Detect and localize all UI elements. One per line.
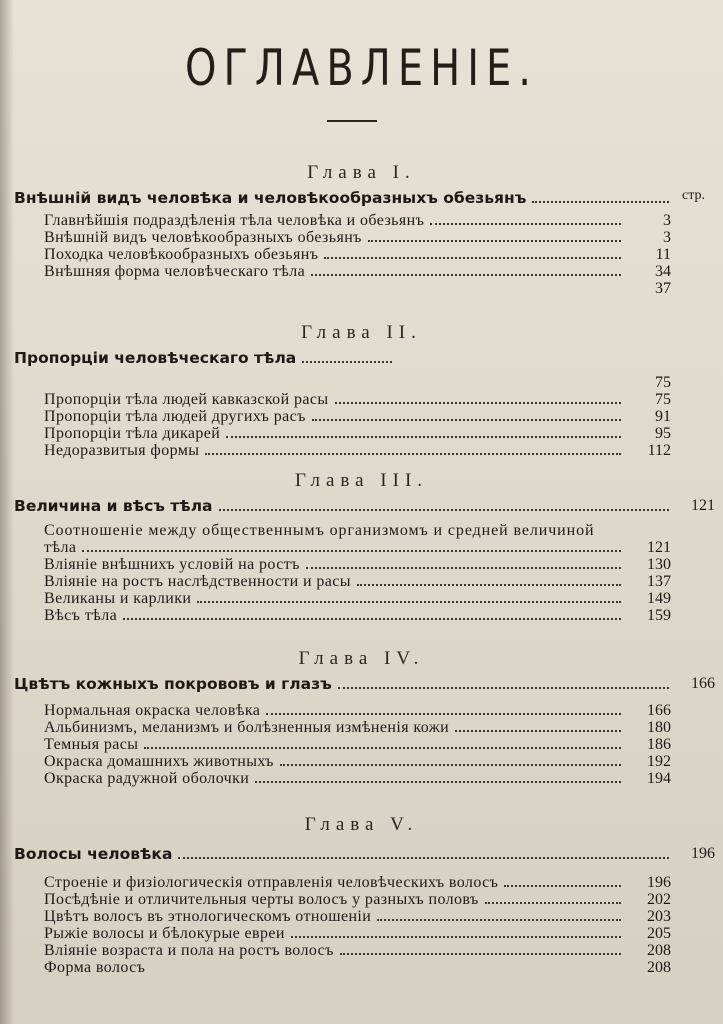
- dot-leader: [302, 360, 392, 363]
- dot-leader: [368, 239, 621, 242]
- toc-entry[interactable]: Вліяніе внѣшнихъ условій на ростъ 130: [44, 556, 671, 573]
- page-number: 186: [647, 736, 671, 753]
- dot-leader: [266, 712, 621, 715]
- chapter-title-row: [14, 494, 715, 518]
- chapter-items: [44, 702, 671, 787]
- page-number: 166: [691, 675, 715, 692]
- dot-leader: [197, 600, 621, 603]
- dot-leader: [340, 952, 621, 955]
- toc-entry[interactable]: Посѣдѣніе и отличительныя черты волосъ у разныхъ половъ 202: [44, 891, 671, 908]
- chapter-title: Волосы человѣка: [14, 845, 173, 863]
- chapter-title-row: [14, 672, 715, 696]
- page-number: 37: [655, 280, 671, 297]
- page-number: 137: [647, 573, 671, 590]
- toc-entry[interactable]: Вліяніе возраста и пола на ростъ волосъ 208: [44, 942, 671, 959]
- dot-leader: [532, 200, 669, 203]
- page-number: 91: [655, 408, 671, 425]
- page-column-label: стр.: [681, 188, 705, 203]
- toc-entry-page-only: [44, 374, 671, 391]
- toc-entry[interactable]: Пропорціи тѣла людей кавказской расы 75: [44, 391, 671, 408]
- dot-leader: [312, 418, 621, 421]
- page-number: 180: [647, 719, 671, 736]
- toc-entry[interactable]: Вѣсъ тѣла 159: [44, 607, 671, 624]
- chapter-title: Величина и вѣсъ тѣла: [14, 497, 213, 515]
- page-number: 34: [655, 263, 671, 280]
- toc-entry[interactable]: Окраска домашнихъ животныхъ 192: [44, 753, 671, 770]
- toc-entry[interactable]: Альбинизмъ, меланизмъ и болѣзненныя измѣненія кожи 180: [44, 719, 671, 736]
- chapter-3: [0, 468, 723, 624]
- toc-entry[interactable]: Главнѣйшія подраздѣленія тѣла человѣка и обезьянъ 3: [44, 212, 671, 229]
- dot-leader: [123, 617, 621, 620]
- dot-leader: [219, 508, 669, 511]
- chapter-title: Цвѣтъ кожныхъ покрововъ и глазъ: [14, 675, 332, 693]
- page-number: 208: [647, 942, 671, 959]
- toc-entry[interactable]: Соотношеніе между общественнымъ организмомъ и средней величиной тѣла 121: [44, 522, 671, 556]
- dot-leader: [280, 763, 621, 766]
- page-number: 11: [655, 246, 671, 263]
- chapter-items: [44, 874, 671, 976]
- chapter-title-row: [14, 842, 715, 866]
- page-number: 121: [691, 497, 715, 514]
- page-number: 159: [647, 607, 671, 624]
- toc-entry[interactable]: Внѣшній видъ человѣкообразныхъ обезьянъ 3: [44, 229, 671, 246]
- toc-entry[interactable]: Великаны и карлики 149: [44, 590, 671, 607]
- toc-entry[interactable]: Вліяніе на ростъ наслѣдственности и расы 137: [44, 573, 671, 590]
- toc-entry[interactable]: Форма волосъ 208: [44, 959, 671, 976]
- toc-entry[interactable]: Рыжіе волосы и бѣлокурые евреи 205: [44, 925, 671, 942]
- toc-entry[interactable]: Недоразвитыя формы 112: [44, 442, 671, 459]
- dot-leader: [335, 401, 621, 404]
- page-number: 112: [647, 442, 671, 459]
- chapter-title-row: [14, 186, 705, 210]
- chapter-heading: Глава III.: [294, 470, 429, 491]
- chapter-4: [0, 646, 723, 787]
- page-number: 121: [647, 539, 671, 556]
- toc-entry[interactable]: Пропорціи тѣла людей другихъ расъ 91: [44, 408, 671, 425]
- chapter-items: [44, 212, 671, 297]
- page-number: 166: [647, 702, 671, 719]
- chapter-heading: Глава IV.: [298, 648, 425, 669]
- dot-leader: [504, 884, 621, 887]
- toc-entry[interactable]: Пропорціи тѣла дикарей 95: [44, 425, 671, 442]
- page-number: 203: [647, 908, 671, 925]
- dot-leader: [455, 729, 621, 732]
- chapter-heading: Глава II.: [301, 322, 422, 343]
- page-number: 208: [647, 959, 671, 976]
- page-number: 205: [647, 925, 671, 942]
- toc-entry[interactable]: Нормальная окраска человѣка 166: [44, 702, 671, 719]
- toc-entry[interactable]: Строеніе и физіологическія отправленія человѣческихъ волосъ 196: [44, 874, 671, 891]
- dot-leader: [357, 583, 621, 586]
- chapter-heading: Глава V.: [304, 814, 419, 835]
- dot-leader: [485, 901, 621, 904]
- dot-leader: [82, 549, 621, 552]
- chapter-title: Пропорціи человѣческаго тѣла: [14, 349, 297, 367]
- page-number: 194: [647, 770, 671, 787]
- page-title: ОГЛАВЛЕНІЕ.: [185, 40, 538, 98]
- dot-leader: [324, 256, 621, 259]
- page-number: 196: [691, 845, 715, 862]
- toc-entry[interactable]: Внѣшняя форма человѣческаго тѣла 34: [44, 263, 671, 280]
- page-number: 202: [647, 891, 671, 908]
- page-number: 95: [655, 425, 671, 442]
- dot-leader: [306, 566, 621, 569]
- toc-entry[interactable]: Цвѣтъ волосъ въ этнологическомъ отношеніи 203: [44, 908, 671, 925]
- chapter-heading: Глава I.: [307, 162, 416, 183]
- page-number: 196: [647, 874, 671, 891]
- dot-leader: [178, 856, 669, 859]
- dot-leader: [377, 918, 621, 921]
- toc-entry-extra: [44, 280, 671, 297]
- chapter-title: Внѣшній видъ человѣка и человѣкообразныхъ обезьянъ: [14, 189, 527, 207]
- page-number: 192: [647, 753, 671, 770]
- chapter-1: [0, 160, 723, 297]
- page-number: 75: [655, 374, 671, 391]
- page-number: 3: [663, 229, 671, 246]
- page-number: 130: [647, 556, 671, 573]
- dot-leader: [255, 780, 621, 783]
- page-number: 149: [647, 590, 671, 607]
- toc-entry[interactable]: Походка человѣкообразныхъ обезьянъ 11: [44, 246, 671, 263]
- title-divider: [327, 120, 377, 122]
- dot-leader: [144, 746, 621, 749]
- chapter-items: [44, 374, 671, 459]
- chapter-2: [0, 320, 723, 459]
- chapter-5: [0, 812, 723, 976]
- chapter-title-row: [14, 346, 675, 370]
- dot-leader: [430, 222, 621, 225]
- toc-entry[interactable]: Окраска радужной оболочки 194: [44, 770, 671, 787]
- dot-leader: [205, 452, 621, 455]
- dot-leader: [311, 273, 621, 276]
- chapter-items: [44, 522, 671, 624]
- dot-leader: [291, 935, 621, 938]
- dot-leader: [338, 686, 669, 689]
- page-number: 3: [663, 212, 671, 229]
- page-number: 75: [655, 391, 671, 408]
- toc-entry[interactable]: Темныя расы 186: [44, 736, 671, 753]
- dot-leader: [226, 435, 621, 438]
